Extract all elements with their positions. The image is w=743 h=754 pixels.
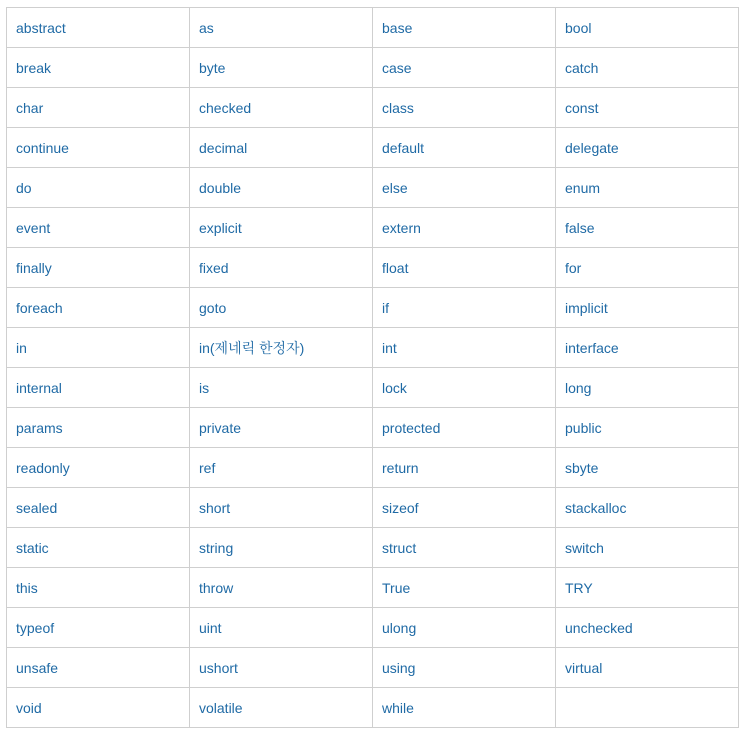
- keyword-cell: typeof: [7, 608, 190, 648]
- keyword-cell: return: [373, 448, 556, 488]
- keyword-cell: sizeof: [373, 488, 556, 528]
- table-row: [7, 88, 739, 128]
- keyword-cell: float: [373, 248, 556, 288]
- keyword-cell: uint: [190, 608, 373, 648]
- keyword-cell: delegate: [556, 128, 739, 168]
- keyword-cell: True: [373, 568, 556, 608]
- keyword-cell: unchecked: [556, 608, 739, 648]
- keyword-cell: readonly: [7, 448, 190, 488]
- keyword-cell: while: [373, 688, 556, 728]
- keyword-cell: explicit: [190, 208, 373, 248]
- table-row: [7, 488, 739, 528]
- keyword-cell: struct: [373, 528, 556, 568]
- keyword-cell: ushort: [190, 648, 373, 688]
- keyword-cell: void: [7, 688, 190, 728]
- table-row: [7, 328, 739, 368]
- keyword-cell: sbyte: [556, 448, 739, 488]
- keyword-cell: internal: [7, 368, 190, 408]
- keyword-cell: virtual: [556, 648, 739, 688]
- table-row: [7, 408, 739, 448]
- keyword-cell: do: [7, 168, 190, 208]
- table-row: [7, 288, 739, 328]
- keyword-cell: implicit: [556, 288, 739, 328]
- table-row: [7, 8, 739, 48]
- keyword-cell: throw: [190, 568, 373, 608]
- table-row: [7, 168, 739, 208]
- keyword-cell: byte: [190, 48, 373, 88]
- keyword-cell: class: [373, 88, 556, 128]
- keyword-cell: enum: [556, 168, 739, 208]
- keyword-cell: as: [190, 8, 373, 48]
- keyword-cell: string: [190, 528, 373, 568]
- keyword-cell: double: [190, 168, 373, 208]
- keyword-cell: for: [556, 248, 739, 288]
- keyword-cell: const: [556, 88, 739, 128]
- keyword-cell: using: [373, 648, 556, 688]
- keyword-cell: fixed: [190, 248, 373, 288]
- table-row: [7, 608, 739, 648]
- keyword-cell: public: [556, 408, 739, 448]
- keyword-cell: goto: [190, 288, 373, 328]
- table-row: [7, 248, 739, 288]
- keyword-cell: [556, 688, 739, 728]
- table-row: [7, 688, 739, 728]
- keyword-cell: event: [7, 208, 190, 248]
- keyword-table: [6, 7, 739, 728]
- keyword-cell: decimal: [190, 128, 373, 168]
- keyword-table-body: [7, 8, 739, 728]
- keyword-cell: char: [7, 88, 190, 128]
- keyword-cell: base: [373, 8, 556, 48]
- keyword-cell: unsafe: [7, 648, 190, 688]
- keyword-cell: abstract: [7, 8, 190, 48]
- table-row: [7, 128, 739, 168]
- keyword-cell: default: [373, 128, 556, 168]
- keyword-cell: this: [7, 568, 190, 608]
- table-row: [7, 568, 739, 608]
- keyword-cell: bool: [556, 8, 739, 48]
- keyword-cell: protected: [373, 408, 556, 448]
- keyword-cell: sealed: [7, 488, 190, 528]
- keyword-cell: TRY: [556, 568, 739, 608]
- keyword-cell: in(제네릭 한정자): [190, 328, 373, 368]
- keyword-cell: continue: [7, 128, 190, 168]
- table-row: [7, 648, 739, 688]
- keyword-cell: break: [7, 48, 190, 88]
- keyword-cell: static: [7, 528, 190, 568]
- keyword-cell: stackalloc: [556, 488, 739, 528]
- keyword-cell: catch: [556, 48, 739, 88]
- keyword-cell: case: [373, 48, 556, 88]
- keyword-cell: extern: [373, 208, 556, 248]
- keyword-cell: in: [7, 328, 190, 368]
- keyword-cell: finally: [7, 248, 190, 288]
- keyword-cell: params: [7, 408, 190, 448]
- keyword-cell: int: [373, 328, 556, 368]
- table-row: [7, 448, 739, 488]
- keyword-cell: ulong: [373, 608, 556, 648]
- table-row: [7, 528, 739, 568]
- keyword-cell: ref: [190, 448, 373, 488]
- keyword-cell: interface: [556, 328, 739, 368]
- table-row: [7, 48, 739, 88]
- keyword-cell: lock: [373, 368, 556, 408]
- keyword-cell: checked: [190, 88, 373, 128]
- keyword-cell: volatile: [190, 688, 373, 728]
- keyword-cell: switch: [556, 528, 739, 568]
- keyword-cell: if: [373, 288, 556, 328]
- keyword-cell: false: [556, 208, 739, 248]
- keyword-cell: is: [190, 368, 373, 408]
- keyword-cell: else: [373, 168, 556, 208]
- table-row: [7, 208, 739, 248]
- keyword-cell: foreach: [7, 288, 190, 328]
- table-row: [7, 368, 739, 408]
- keyword-cell: private: [190, 408, 373, 448]
- keyword-cell: short: [190, 488, 373, 528]
- keyword-cell: long: [556, 368, 739, 408]
